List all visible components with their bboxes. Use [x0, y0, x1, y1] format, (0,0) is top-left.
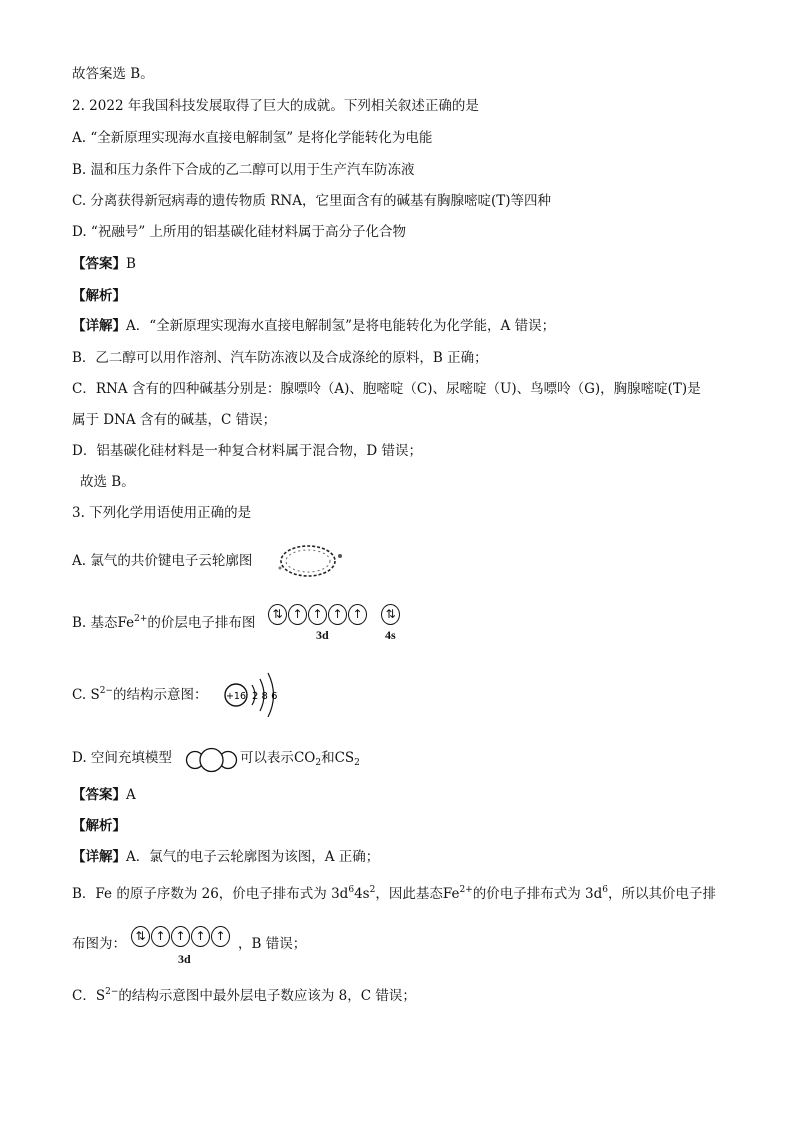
answer-tag: 【答案】 [72, 787, 126, 803]
detail-2a [72, 316, 555, 336]
detail-tag: 【详解】 [72, 318, 126, 334]
fe-symbol: Fe [117, 615, 135, 631]
option-3b: B. 基态$Fe^{2+}$的价层电子排布图 [72, 614, 256, 631]
answer-3 [72, 785, 136, 805]
label-4s: 4s [385, 628, 396, 642]
orbital-3d-2: ↑ [151, 926, 170, 947]
detail-text: A．“全新原理实现海水直接电解制氢”是将电能转化为化学能，A 错误； [126, 318, 556, 334]
detail-3b-line2: 布图为： ，B 错误； [72, 936, 307, 952]
option-3d: D. 空间充填模型 可以表示$CO_2$和$CS_2$ [72, 750, 360, 768]
orbital-3d-5: ↑ [348, 604, 367, 625]
detail-3c: C．$S^{2-}$的结构示意图中最外层电子数应该为 8，C 错误； [72, 987, 416, 1004]
question-2: 2. 2022 年我国科技发展取得了巨大的成就。下列相关叙述正确的是 [72, 98, 479, 114]
s-charge: 2− [99, 686, 113, 696]
analysis-tag: 【解析】 [72, 818, 126, 834]
question-3: 3. 下列化学用语使用正确的是 [72, 505, 252, 521]
option-2a: A. “全新原理实现海水直接电解制氢” 是将化学能转化为电能 [72, 130, 433, 146]
answer-tag: 【答案】 [72, 256, 126, 272]
label-3d-answer: 3d [178, 952, 191, 966]
shell-electrons: 2 8 6 [252, 691, 278, 702]
chlorine-electron-cloud-diagram [272, 542, 348, 580]
answer-line: 故答案选 B。 [72, 66, 154, 82]
orbital-3d-4: ↑ [191, 926, 210, 947]
detail-3b-line1: B．Fe 的原子序数为 26，价电子排布式为 $3d^64s^2$，因此基态$Fe^{2+}$的价电子排布式为 $3d^6$，所以其价电子排 [72, 885, 716, 902]
orbital-3d-2: ↑ [288, 604, 307, 625]
orbital-diagram-3d4s [268, 604, 401, 625]
answer-2 [72, 254, 136, 274]
orbital-3d-3: ↑ [171, 926, 190, 947]
detail-3a [72, 847, 379, 867]
orbital-3d-1: ⇅ [131, 926, 150, 947]
analysis-tag: 【解析】 [72, 288, 126, 304]
orbital-3d-1: ⇅ [268, 604, 287, 625]
co2-formula: $CO_2$ [293, 750, 322, 768]
conclusion-2: 故选 B。 [80, 474, 135, 490]
detail-text: A．氯气的电子云轮廓图为该图，A 正确； [126, 849, 380, 865]
fe-charge: 2+ [134, 614, 148, 624]
option-2d: D. “祝融号” 上所用的铝基碳化硅材料属于高分子化合物 [72, 224, 407, 240]
detail-2b: B．乙二醇可以用作溶剂、汽车防冻液以及合成涤纶的原料，B 正确； [72, 350, 488, 366]
option-3a: A. 氯气的共价键电子云轮廓图 [72, 553, 253, 569]
space-filling-model [184, 746, 240, 774]
detail-2c-line2: 属于 DNA 含有的碱基，C 错误； [72, 412, 277, 428]
orbital-3d-5: ↑ [211, 926, 230, 947]
orbital-4s: ⇅ [381, 604, 400, 625]
s-symbol: S [90, 687, 100, 703]
answer-value: B [126, 256, 136, 272]
orbital-3d-4: ↑ [328, 604, 347, 625]
nucleus-label: +16 [225, 691, 247, 702]
detail-2d: D．铝基碳化硅材料是一种复合材料属于混合物，D 错误； [72, 443, 422, 459]
option-2c: C. 分离获得新冠病毒的遗传物质 RNA，它里面含有的碱基有胸腺嘧啶(T)等四种 [72, 193, 551, 209]
orbital-3d-3: ↑ [308, 604, 327, 625]
label-3d: 3d [316, 628, 329, 642]
sulfide-ion-structure-diagram [222, 666, 286, 724]
cs2-formula: $CS_2$ [334, 750, 360, 768]
option-3c: C. $S^{2-}$的结构示意图： [72, 686, 208, 703]
detail-tag: 【详解】 [72, 849, 126, 865]
detail-2c-line1: C．RNA 含有的四种碱基分别是：腺嘌呤（A)、胞嘧啶（C)、尿嘧啶（U)、鸟嘌呤（G)，胸腺嘧啶(T)是 [72, 381, 701, 397]
orbital-diagram-3d-answer [131, 926, 231, 947]
option-2b: B. 温和压力条件下合成的乙二醇可以用于生产汽车防冻液 [72, 162, 415, 178]
answer-value: A [126, 787, 136, 803]
